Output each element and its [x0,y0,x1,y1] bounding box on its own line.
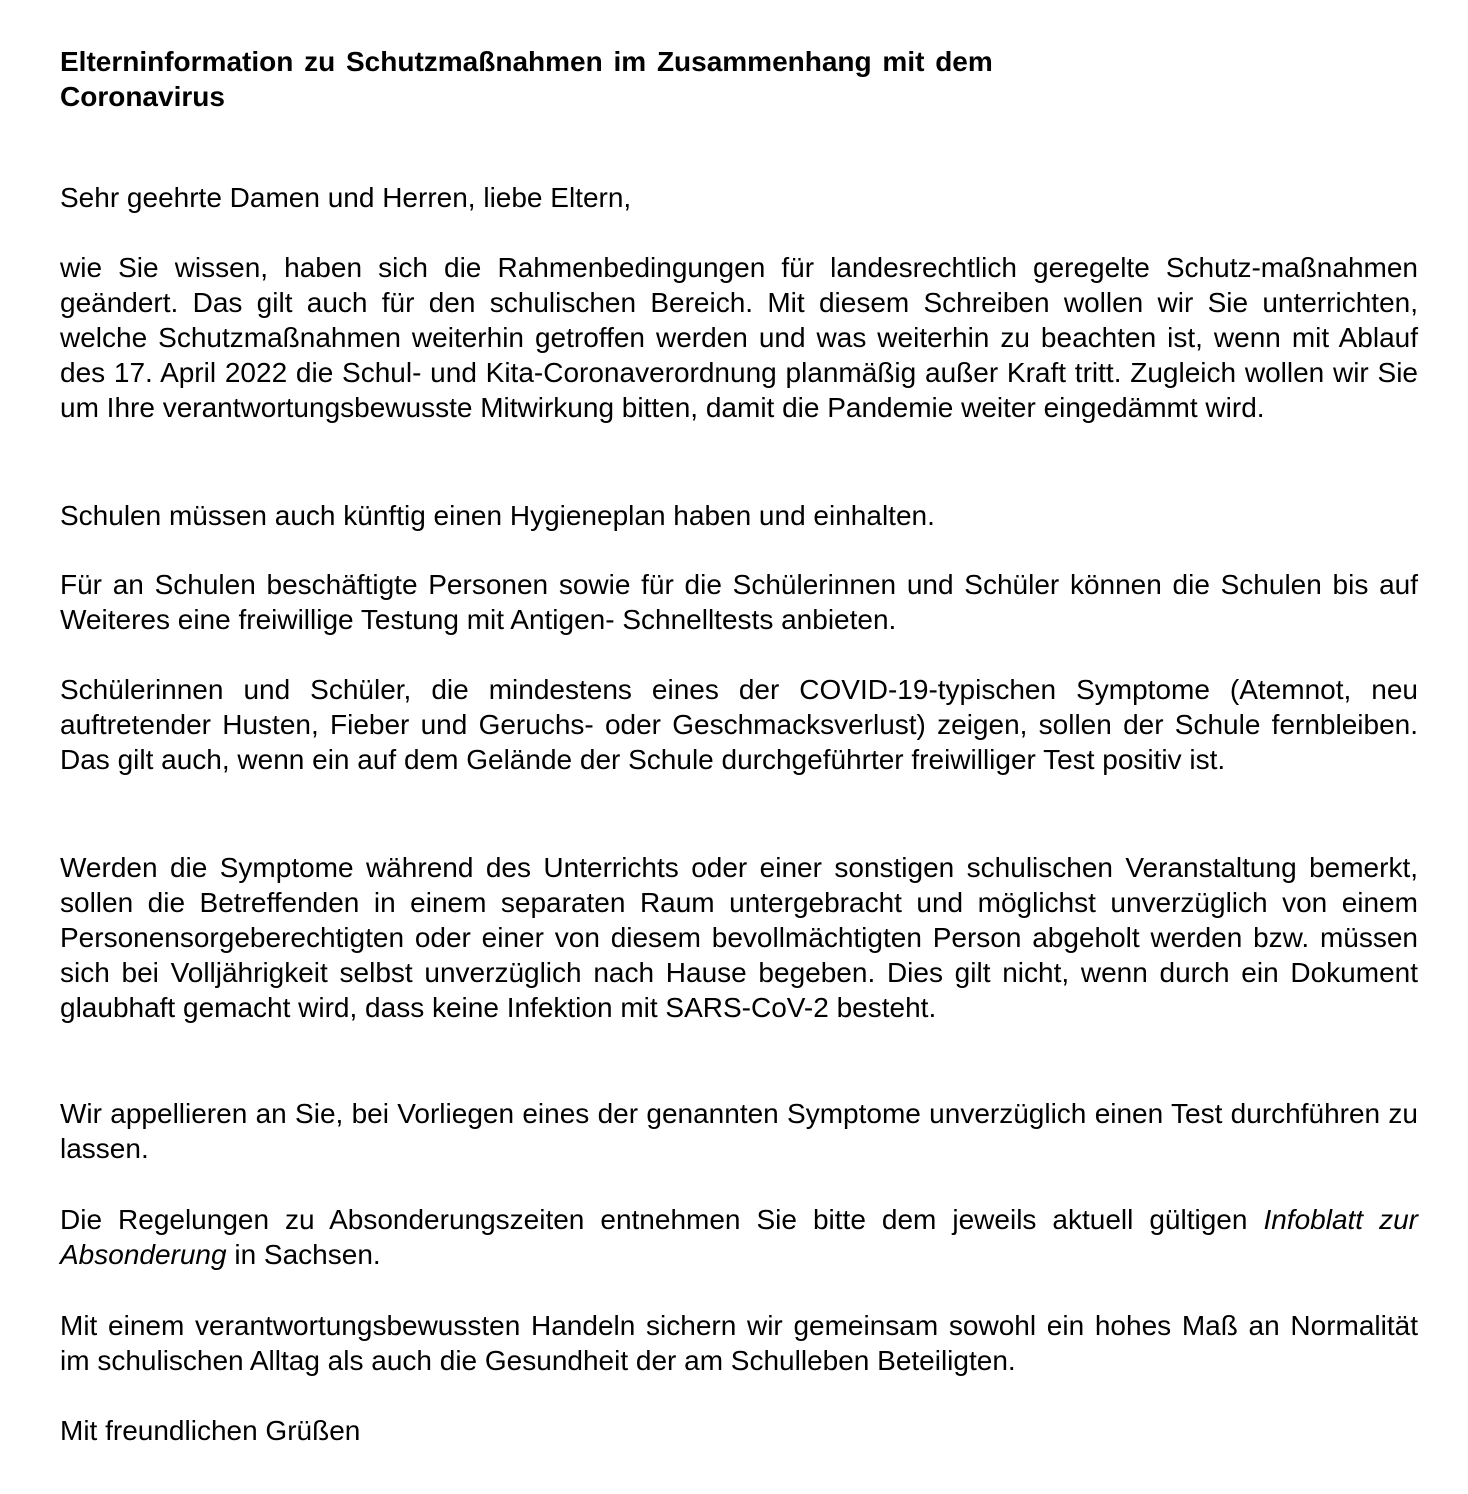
isolation-text-after: in Sachsen. [226,1239,381,1270]
paragraph-appeal: Wir appellieren an Sie, bei Vorliegen eines der genannten Symptome unverzüglich einen Test durchführen zu lassen. [60,1098,1418,1164]
isolation-text-before: Die Regelungen zu Absonderungszeiten entnehmen Sie bitte dem jeweils aktuell gültigen [60,1204,1264,1235]
paragraph-responsibility: Mit einem verantwortungsbewussten Handeln sichern wir gemeinsam sowohl ein hohes Maß an Normalität im schulischen Alltag als auch die Gesundheit der am Schulleben Beteiligten. [60,1310,1418,1376]
paragraph-symptoms: Schülerinnen und Schüler, die mindestens eines der COVID-19-typischen Symptome (Atemnot, neu auftretender Husten, Fieber und Geruchs- oder Geschmacksverlust) zeigen, sollen der Schule fernbleiben. Das gilt auch, wenn ein auf dem Gelände der Schule durchgeführter freiwilliger Test positiv ist. [60,674,1418,775]
salutation: Sehr geehrte Damen und Herren, liebe Eltern, [60,182,632,213]
paragraph-testing: Für an Schulen beschäftigte Personen sowie für die Schülerinnen und Schüler können die Schulen bis auf Weiteres eine freiwillige Testung mit Antigen- Schnelltests anbieten. [60,569,1418,635]
closing-formula: Mit freundlichen Grüßen [60,1415,361,1446]
document-title: Elterninformation zu Schutzmaßnahmen im Zusammenhang mit dem Coronavirus [60,46,993,112]
infoblatt-reference: Infoblatt zur Absonderung [60,1204,1418,1270]
paragraph-isolation-rules [60,1202,1418,1272]
paragraph-symptoms-during-class: Werden die Symptome während des Unterrichts oder einer sonstigen schulischen Veranstaltung bemerkt, sollen die Betreffenden in einem separaten Raum untergebracht und möglichst unverzüglich von einem Personensorgeberechtigten oder einer von diesem bevollmächtigten Person abgeholt werden bzw. müssen sich bei Volljährigkeit selbst unverzüglich nach Hause begeben. Dies gilt nicht, wenn durch ein Dokument glaubhaft gemacht wird, dass keine Infektion mit SARS-CoV-2 besteht. [60,852,1418,1023]
paragraph-hygiene-plan: Schulen müssen auch künftig einen Hygieneplan haben und einhalten. [60,500,935,531]
paragraph-intro: wie Sie wissen, haben sich die Rahmenbedingungen für landesrechtlich geregelte Schutz-maßnahmen geändert. Das gilt auch für den schulischen Bereich. Mit diesem Schreiben wollen wir Sie unterrichten, welche Schutzmaßnahmen weiterhin getroffen werden und was weiterhin zu beachten ist, wenn mit Ablauf des 17. April 2022 die Schul- und Kita-Coronaverordnung planmäßig außer Kraft tritt. Zugleich wollen wir Sie um Ihre verantwortungsbewusste Mitwirkung bitten, damit die Pandemie weiter eingedämmt wird. [60,252,1418,423]
